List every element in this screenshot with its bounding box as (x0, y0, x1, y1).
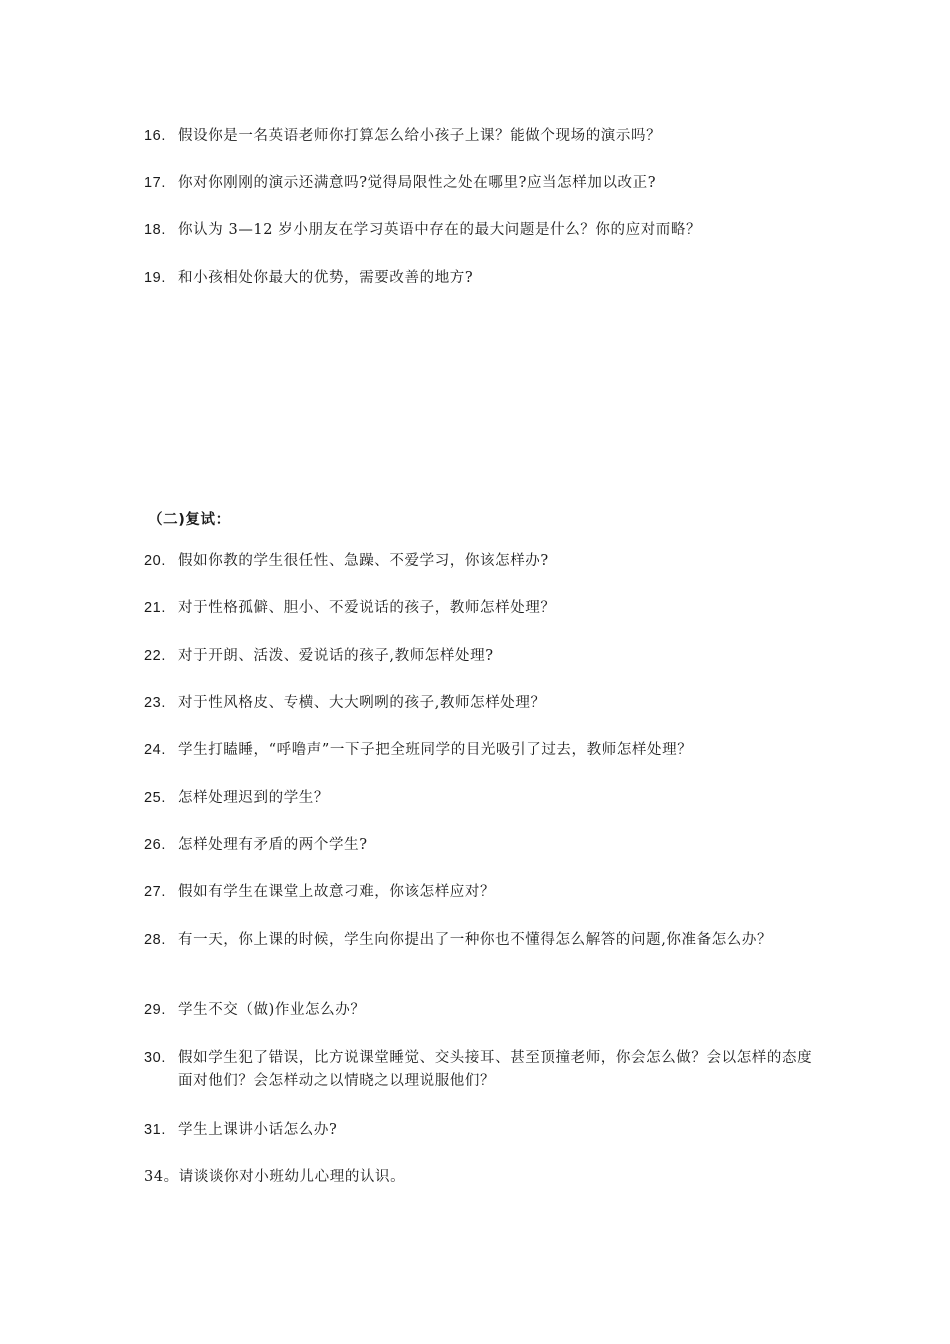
question-number: 18. (144, 222, 166, 238)
question-text: 学生上课讲小话怎么办? (178, 1122, 338, 1138)
question-27 (144, 881, 814, 904)
question-text: 34。请谈谈你对小班幼儿心理的认识。 (144, 1169, 406, 1185)
question-number: 22. (144, 648, 166, 664)
question-22 (144, 645, 814, 668)
question-number: 21. (144, 600, 166, 616)
question-34 (144, 1166, 814, 1189)
question-21 (144, 597, 814, 620)
question-number: 26. (144, 837, 166, 853)
question-number: 23. (144, 695, 166, 711)
question-number: 31. (144, 1122, 166, 1138)
question-text: 学生打瞌睡，“呼噜声”一下子把全班同学的目光吸引了过去，教师怎样处理？ (178, 742, 693, 758)
question-text: 你认为 3—12 岁小朋友在学习英语中存在的最大问题是什么？你的应对而略？ (178, 222, 702, 238)
question-text: 怎样处理迟到的学生？ (178, 790, 329, 806)
question-20 (144, 550, 814, 573)
question-18 (144, 219, 814, 242)
question-23 (144, 692, 814, 715)
question-number: 20. (144, 553, 166, 569)
question-number: 24. (144, 742, 166, 758)
question-text: 假如学生犯了错误，比方说课堂睡觉、交头接耳、甚至顶撞老师，你会怎么做？会以怎样的态度面对他们？会怎样动之以情晓之以理说服他们？ (178, 1050, 813, 1089)
question-26 (144, 834, 814, 857)
question-31 (144, 1119, 814, 1142)
question-29 (144, 999, 814, 1022)
question-28 (144, 929, 814, 952)
question-text: 怎样处理有矛盾的两个学生? (178, 837, 368, 853)
section-title: （二)复试： (148, 512, 231, 528)
question-number: 29. (144, 1002, 166, 1018)
question-number: 25. (144, 790, 166, 806)
question-number: 27. (144, 884, 166, 900)
question-17 (144, 172, 814, 195)
question-number: 17. (144, 175, 166, 191)
question-25 (144, 787, 814, 810)
question-text: 假如你教的学生很任性、急躁、不爱学习，你该怎样办? (178, 553, 549, 569)
question-text: 对于性格孤僻、胆小、不爱说话的孩子，教师怎样处理？ (178, 600, 556, 616)
question-24 (144, 739, 814, 762)
question-text: 学生不交（做)作业怎么办？ (178, 1002, 366, 1018)
question-number: 28. (144, 932, 166, 948)
question-number: 16. (144, 128, 166, 144)
question-30 (144, 1047, 814, 1093)
question-text: 和小孩相处你最大的优势，需要改善的地方? (178, 270, 474, 286)
question-text: 有一天，你上课的时候，学生向你提出了一种你也不懂得怎么解答的问题,你准备怎么办？ (178, 932, 773, 948)
question-16 (144, 125, 814, 148)
question-text: 对于开朗、活泼、爱说话的孩子,教师怎样处理? (178, 648, 494, 664)
question-text: 假如有学生在课堂上故意刁难，你该怎样应对？ (178, 884, 496, 900)
question-number: 19. (144, 270, 166, 286)
question-text: 假设你是一名英语老师你打算怎么给小孩子上课？能做个现场的演示吗？ (178, 128, 662, 144)
question-text: 对于性风格皮、专横、大大咧咧的孩子,教师怎样处理？ (178, 695, 546, 711)
question-19 (144, 267, 814, 290)
question-number: 30. (144, 1050, 166, 1066)
question-text: 你对你刚刚的演示还满意吗?觉得局限性之处在哪里?应当怎样加以改正? (178, 175, 657, 191)
